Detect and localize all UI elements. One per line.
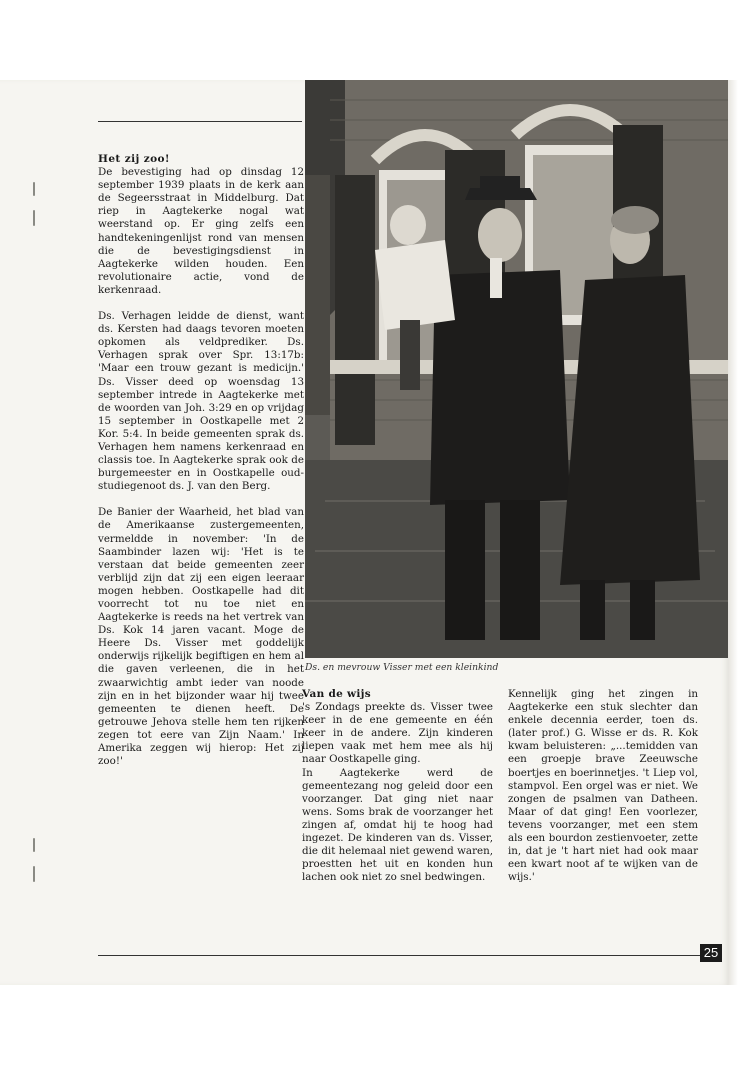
- binding-mark: [33, 182, 35, 196]
- binding-mark: [33, 866, 35, 882]
- top-rule: [98, 121, 302, 122]
- photo-caption: Ds. en mevrouw Visser met een kleinkind: [305, 662, 499, 673]
- paragraph: Kennelijk ging het zingen in Aagtekerke een stuk slechter dan enkele decennia eerder, toen ds. (later prof.) G. Wisse er ds. R. Kok kwam beluisteren: „...temidden van een groepje brave Zeeuwsche boertjes en boerinnetjes. 't Liep vol, stampvol. Een orgel was er niet. We zongen de psalmen van Datheen. Maar of dat ging! Een voorlezer, tevens voorzanger, met een stem als een bourdon zestienvoeter, zette in, dat je 't hart niet had ook maar een kwart noot af te wijken van de wijs.': [508, 688, 698, 884]
- right-column: [508, 688, 698, 884]
- middle-column: [302, 688, 493, 884]
- paragraph: 's Zondags preekte ds. Visser twee keer in de ene gemeente en één keer in de andere. Zijn kinderen liepen vaak met hem mee als hij naar Oostkapelle ging.: [302, 701, 493, 766]
- family-photo: [305, 80, 728, 658]
- page-number: 25: [700, 944, 722, 962]
- paragraph: Ds. Verhagen leidde de dienst, want ds. Kersten had daags tevoren moeten opkomen als veldprediker. Ds. Verhagen sprak over Spr. 13:17b: 'Maar een trouw gezant is medicijn.' Ds. Visser deed op woensdag 13 september intrede in Aagtekerke met de woorden van Joh. 3:29 en op vrijdag 15 september in Oostkapelle met 2 Kor. 5:4. In beide gemeenten sprak ds. Verhagen hem namens kerkenraad en classis toe. In Aagtekerke sprak ook de burgemeester en in Oostkapelle oud-studiegenoot ds. J. van den Berg.: [98, 310, 304, 493]
- section-heading-het-zij-zoo: Het zij zoo!: [98, 153, 170, 165]
- binding-mark: [33, 210, 35, 226]
- paragraph: De Banier der Waarheid, het blad van de Amerikaanse zustergemeenten, vermeldde in november: 'In de Saambinder lazen wij: 'Het is te verstaan dat beide gemeenten zeer verblijd zijn dat zij een eigen leeraar mogen hebben. Oostkapelle had dit voorrecht tot nu toe niet en Aagtekerke is reeds na het vertrek van Ds. Kok 14 jaren vacant. Moge de Heere Ds. Visser met goddelijk onderwijs rijkelijk begiftigen en hem al die gaven verleenen, die in het zwaarwichtig ambt ieder van noode zijn en in het bijzonder waar hij twee gemeenten te dienen heeft. De getrouwe Jehova stelle hem ten rijken zegen tot eere van Zijn Naam.' In Amerika zeggen wij hierop: Het zij zoo!': [98, 506, 304, 768]
- binding-mark: [33, 838, 35, 852]
- bottom-rule: [98, 955, 701, 956]
- page-edge: [728, 80, 738, 985]
- paragraph: De bevestiging had op dinsdag 12 september 1939 plaats in de kerk aan de Segeersstraat in Middelburg. Dat riep in Aagtekerke nogal wat weerstand op. Er ging zelfs een handtekeningenlijst rond van mensen die de bevestigingsdienst in Aagtekerke wilden houden. Een revolutionaire actie, vond de kerkenraad.: [98, 166, 304, 296]
- paragraph: In Aagtekerke werd de gemeentezang nog geleid door een voorzanger. Dat ging niet naar wens. Soms brak de voorzanger het zingen af, omdat hij te hoog had ingezet. De kinderen van ds. Visser, die dit helemaal niet gewend waren, proestten het uit en konden hun lachen ook niet zo snel bedwingen.: [302, 766, 493, 884]
- section-heading-van-de-wijs: Van de wijs: [302, 688, 371, 700]
- left-column: [98, 153, 304, 781]
